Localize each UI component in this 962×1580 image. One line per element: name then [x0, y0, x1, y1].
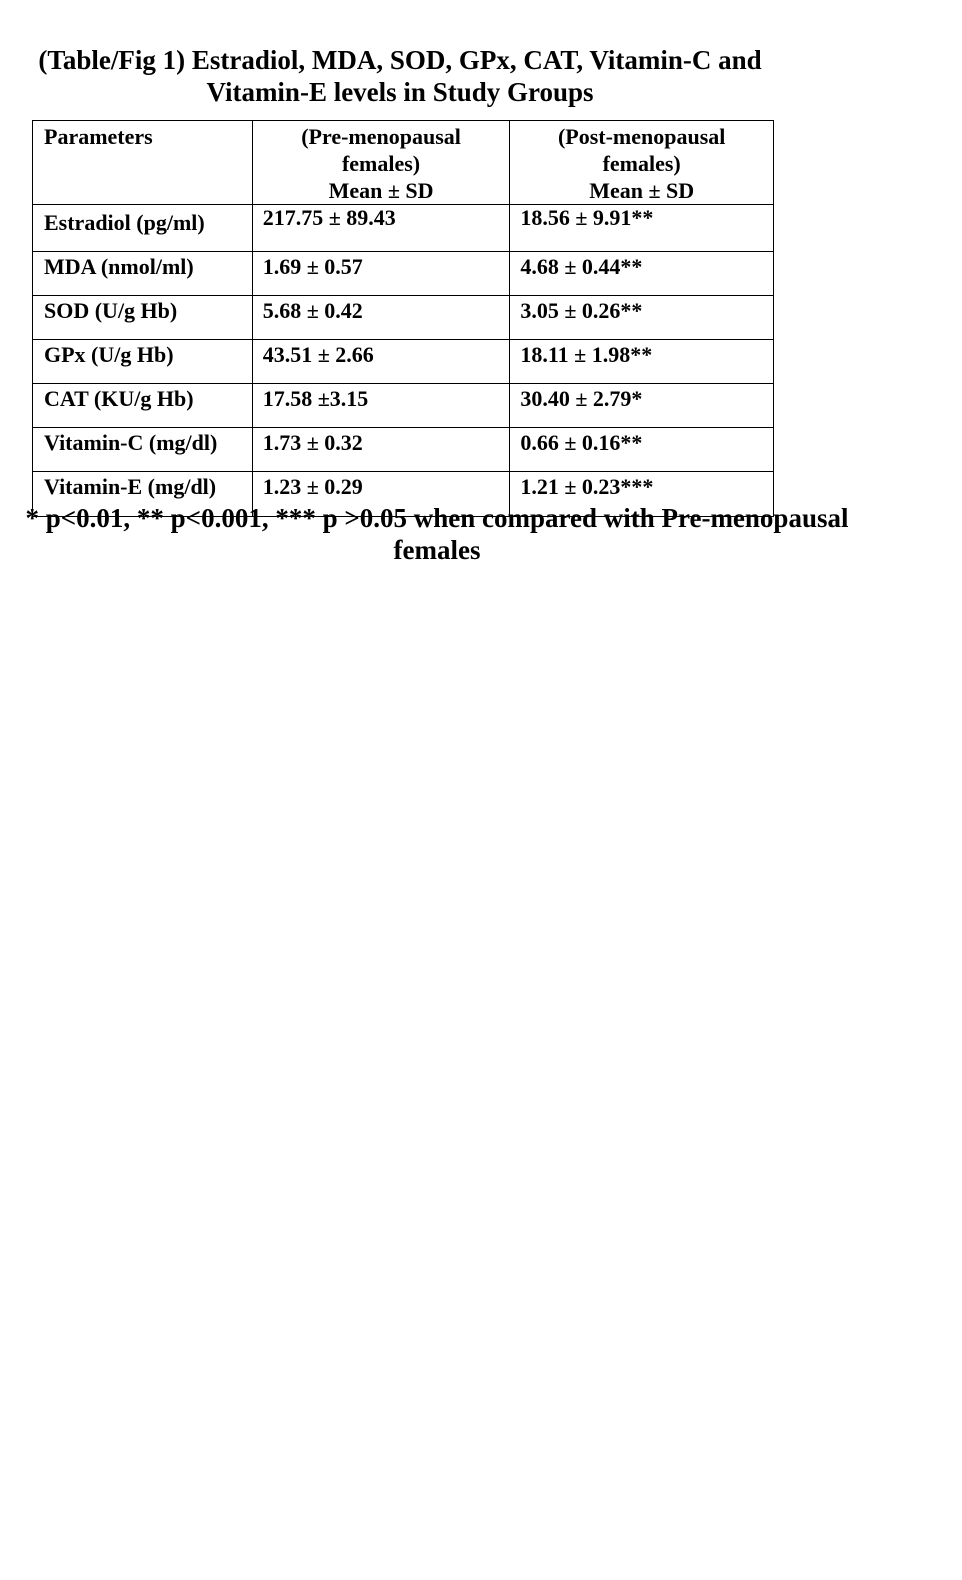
parameter-cell: GPx (U/g Hb) [33, 340, 253, 384]
parameter-cell: Estradiol (pg/ml) [33, 205, 253, 252]
pre-menopausal-value: 1.23 ± 0.29 [252, 472, 510, 517]
footnote [0, 502, 874, 566]
pre-menopausal-value: 1.69 ± 0.57 [252, 252, 510, 296]
header-post-line-3: Mean ± SD [589, 178, 695, 203]
table-title-line-1: (Table/Fig 1) Estradiol, MDA, SOD, GPx, CAT, Vitamin-C and [38, 45, 762, 75]
header-pre-menopausal [252, 121, 510, 205]
post-menopausal-value: 3.05 ± 0.26** [510, 296, 774, 340]
post-menopausal-value: 18.11 ± 1.98** [510, 340, 774, 384]
table-row [33, 296, 774, 340]
table-row [33, 384, 774, 428]
pre-menopausal-value: 5.68 ± 0.42 [252, 296, 510, 340]
pre-menopausal-value: 217.75 ± 89.43 [252, 205, 510, 252]
post-menopausal-value: 4.68 ± 0.44** [510, 252, 774, 296]
table-row [33, 252, 774, 296]
pre-menopausal-value: 1.73 ± 0.32 [252, 428, 510, 472]
parameter-cell: Vitamin-E (mg/dl) [33, 472, 253, 517]
table-title [0, 44, 800, 108]
parameter-cell: MDA (nmol/ml) [33, 252, 253, 296]
table-header-row [33, 121, 774, 205]
pre-menopausal-value: 43.51 ± 2.66 [252, 340, 510, 384]
post-menopausal-value: 0.66 ± 0.16** [510, 428, 774, 472]
table-row [33, 205, 774, 252]
table-row [33, 340, 774, 384]
header-post-line-1: (Post-menopausal [557, 124, 726, 149]
footnote-line-2: females [393, 535, 481, 565]
header-post-menopausal [510, 121, 774, 205]
parameter-cell: SOD (U/g Hb) [33, 296, 253, 340]
table-row [33, 428, 774, 472]
post-menopausal-value: 30.40 ± 2.79* [510, 384, 774, 428]
parameter-cell: CAT (KU/g Hb) [33, 384, 253, 428]
header-pre-line-3: Mean ± SD [328, 178, 434, 203]
footnote-line-1: * p<0.01, ** p<0.001, *** p >0.05 when compared with Pre-menopausal [25, 503, 849, 533]
header-parameters: Parameters [33, 121, 253, 205]
header-pre-line-1: (Pre-menopausal [301, 124, 461, 149]
study-groups-table [32, 120, 774, 517]
header-post-line-2: females) [602, 151, 681, 176]
post-menopausal-value: 18.56 ± 9.91** [510, 205, 774, 252]
table-title-line-2: Vitamin-E levels in Study Groups [206, 77, 594, 107]
post-menopausal-value: 1.21 ± 0.23*** [510, 472, 774, 517]
header-pre-line-2: females) [341, 151, 421, 176]
pre-menopausal-value: 17.58 ±3.15 [252, 384, 510, 428]
parameter-cell: Vitamin-C (mg/dl) [33, 428, 253, 472]
